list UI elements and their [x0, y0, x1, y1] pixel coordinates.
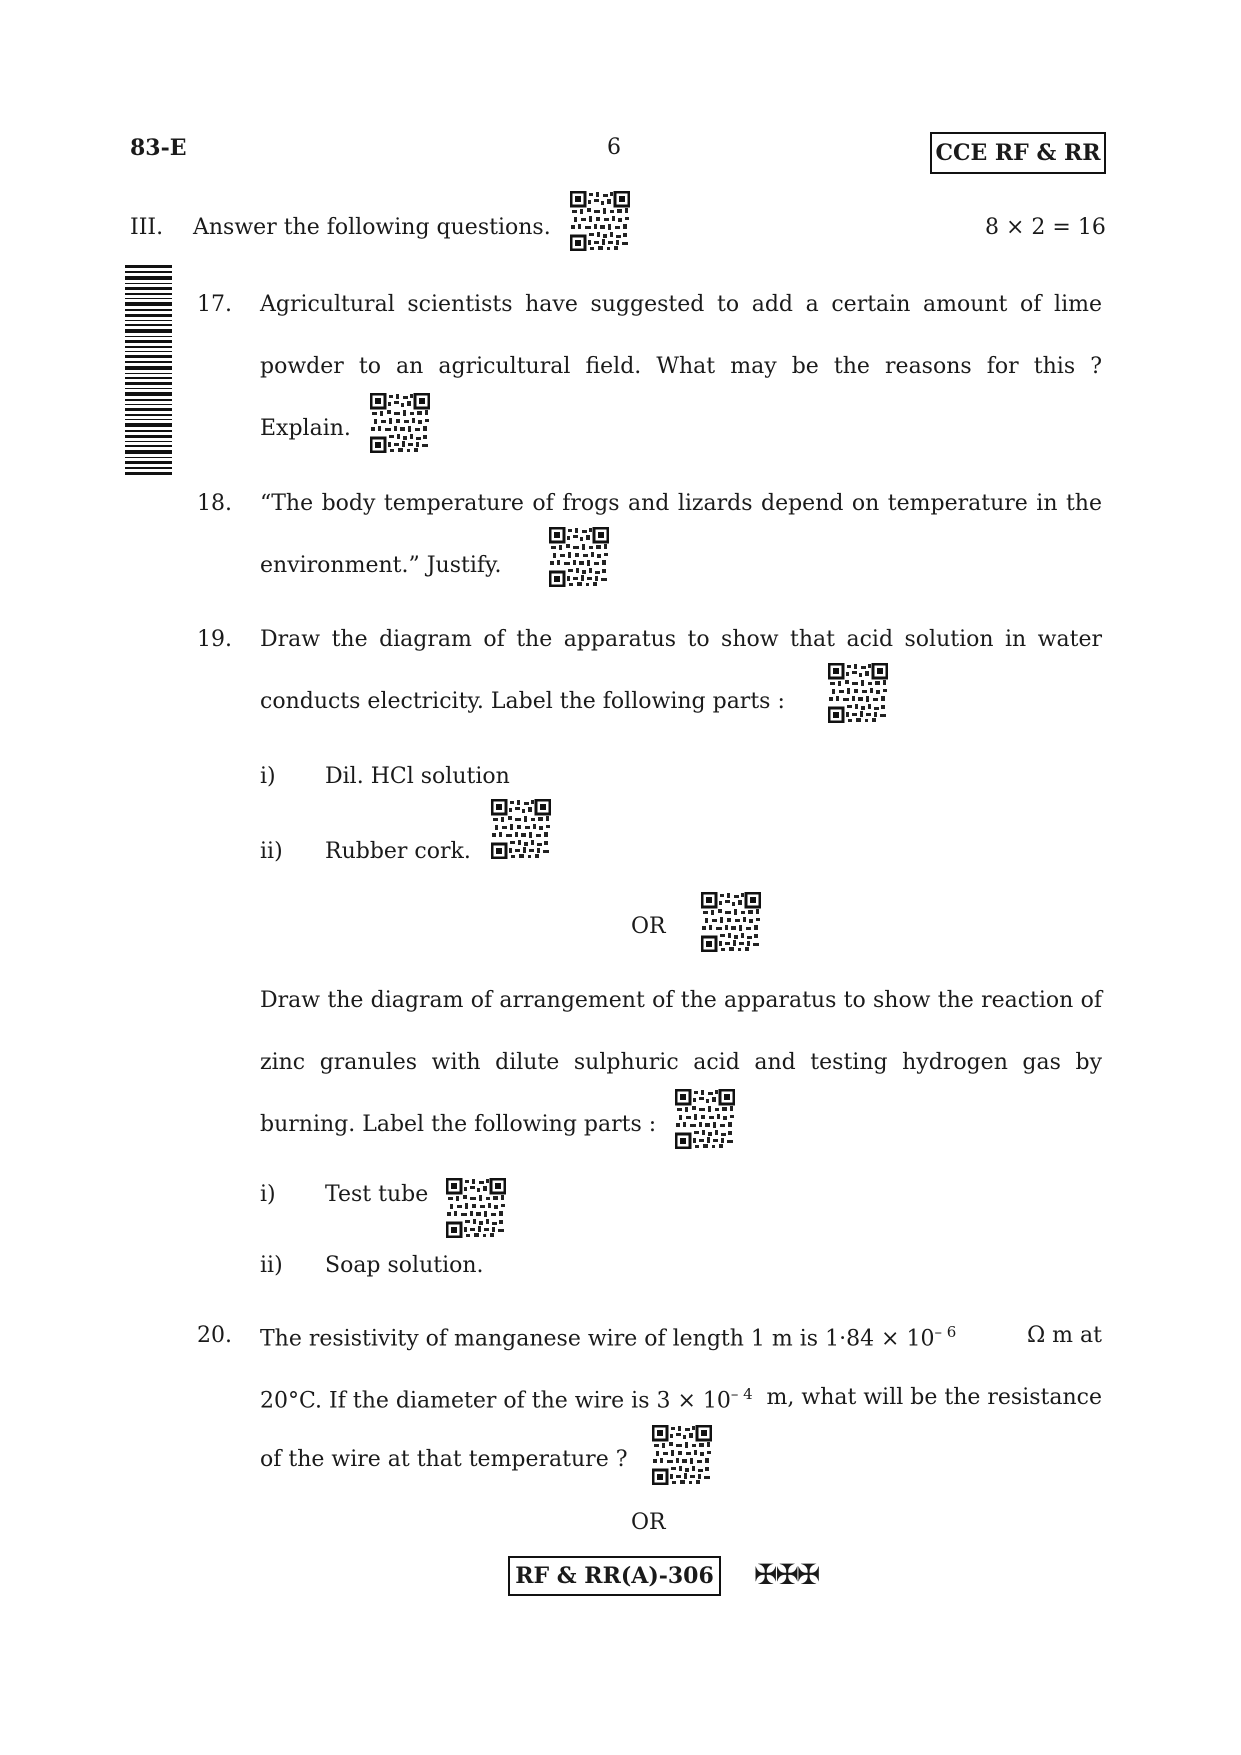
qr-code-icon — [675, 1089, 735, 1149]
q19-part-num: ii) — [260, 839, 283, 864]
exam-code-box — [930, 132, 1106, 174]
q18-line1: “The body temperature of frogs and lizards depend on temperature in the — [260, 491, 1102, 516]
footer-code-box — [508, 1556, 721, 1596]
qr-code-icon — [652, 1425, 712, 1485]
q19-alt-part-text: Test tube — [325, 1182, 429, 1207]
q20-line2 — [260, 1385, 1102, 1413]
q19-alt-part-num: i) — [260, 1182, 276, 1207]
q17-number: 17. — [197, 292, 232, 317]
page-number: 6 — [607, 135, 621, 160]
or-divider: OR — [631, 914, 666, 939]
section-marks: 8 × 2 = 16 — [985, 215, 1106, 240]
q19-line2: conducts electricity. Label the following parts : — [260, 689, 785, 714]
qr-code-icon — [701, 892, 761, 952]
q20-number: 20. — [197, 1323, 232, 1348]
q18-line2: environment.” Justify. — [260, 553, 502, 578]
paper-code: 83-E — [130, 135, 187, 161]
qr-code-icon — [491, 799, 551, 859]
footer-code: RF & RR(A)-306 — [515, 1563, 714, 1589]
or-divider: OR — [631, 1510, 666, 1535]
qr-code-icon — [828, 663, 888, 723]
q19-number: 19. — [197, 627, 232, 652]
exam-code: CCE RF & RR — [935, 140, 1101, 166]
q18-number: 18. — [197, 491, 232, 516]
q19-line1: Draw the diagram of the apparatus to show that acid solution in water — [260, 627, 1102, 652]
q20-line2-text: 20°C. If the diameter of the wire is $3 \times 10^{- 4}$ — [260, 1385, 753, 1414]
q17-line1: Agricultural scientists have suggested to add a certain amount of lime — [260, 292, 1102, 317]
footer-ornament-icon: ✠✠✠ — [754, 1558, 819, 1591]
q20-line1-unit: Ω m at — [1026, 1323, 1102, 1348]
q19-part-num: i) — [260, 764, 276, 789]
q20-line1-text: The resistivity of manganese wire of length 1 m is $1\cdot 84 \times 10^{- 6}$ — [260, 1323, 957, 1352]
q19-alt-line3: burning. Label the following parts : — [260, 1112, 657, 1137]
qr-code-icon — [549, 527, 609, 587]
q20-line2-rest: m, what will be the resistance — [766, 1385, 1102, 1410]
barcode-icon — [125, 265, 172, 475]
q19-alt-line1: Draw the diagram of arrangement of the apparatus to show the reaction of — [260, 988, 1102, 1013]
q19-part-text: Dil. HCl solution — [325, 764, 510, 789]
q19-alt-part-text: Soap solution. — [325, 1253, 484, 1278]
q20-line3: of the wire at that temperature ? — [260, 1447, 628, 1472]
q19-alt-part-num: ii) — [260, 1253, 283, 1278]
section-numeral: III. — [130, 215, 164, 240]
q20-line1 — [260, 1323, 1102, 1351]
q17-line3: Explain. — [260, 416, 351, 441]
q19-part-text: Rubber cork. — [325, 839, 471, 864]
qr-code-icon — [446, 1178, 506, 1238]
qr-code-icon — [370, 393, 430, 453]
section-instruction: Answer the following questions. — [193, 215, 551, 240]
q17-line2: powder to an agricultural field. What may be the reasons for this ? — [260, 354, 1102, 379]
q19-alt-line2: zinc granules with dilute sulphuric acid and testing hydrogen gas by — [260, 1050, 1102, 1075]
qr-code-icon — [570, 191, 630, 251]
